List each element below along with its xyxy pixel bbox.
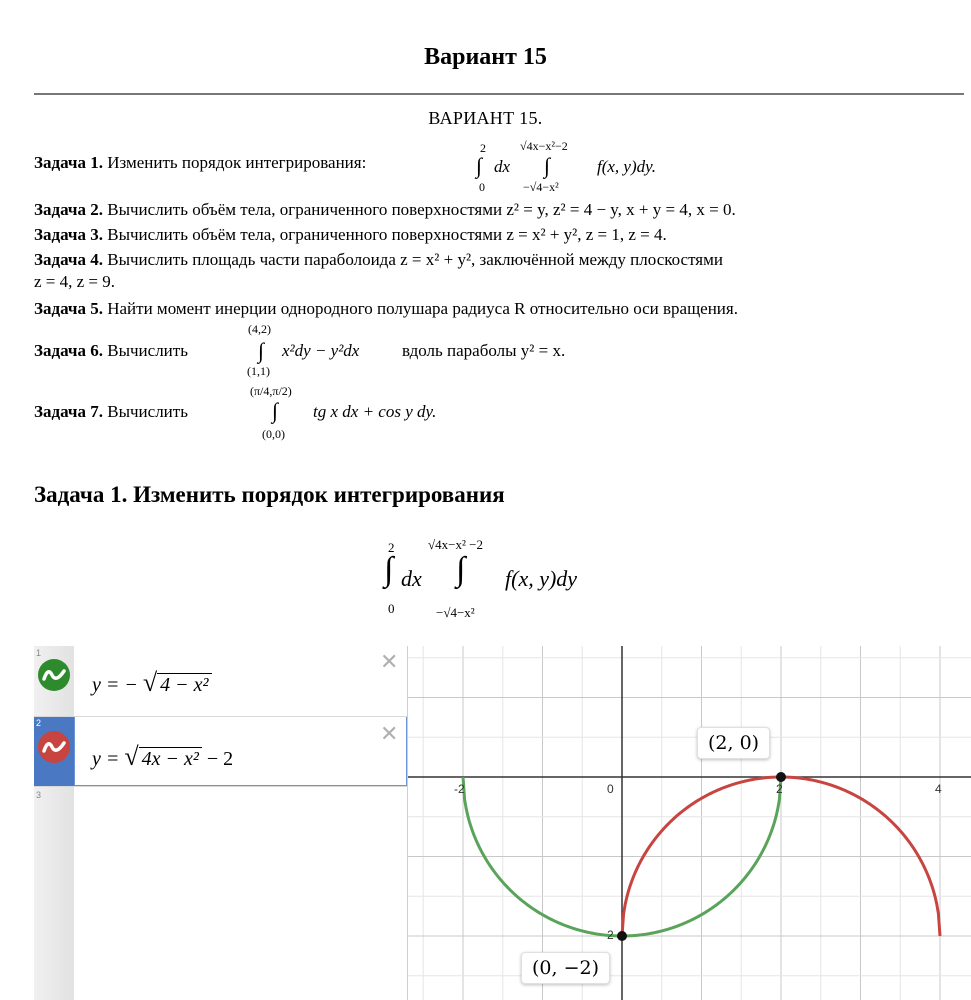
task-1 (34, 153, 366, 173)
task-label: Задача 6. (34, 341, 103, 360)
inner-lower-limit: −√4−x² (523, 180, 559, 194)
intersection-point[interactable] (617, 931, 627, 941)
outer-differential: dx (401, 566, 422, 591)
task-text: Вычислить объём тела, ограниченного поверхностями z² = y, z² = 4 − y, x + y = 4, x = 0. (107, 200, 736, 219)
integral-sign: ∫ (544, 153, 551, 178)
line-integrand: tg x dx + cos y dy. (313, 402, 437, 421)
task-6 (34, 341, 188, 361)
x-tick-label: 4 (935, 782, 942, 796)
outer-lower-limit: 0 (388, 601, 395, 616)
sqrt-sign: √ (124, 742, 139, 771)
close-icon[interactable]: ✕ (380, 722, 399, 747)
x-tick-label: 0 (607, 782, 614, 796)
expression-lhs: y = (92, 748, 120, 770)
row-separator (34, 716, 408, 717)
task-label: Задача 7. (34, 402, 103, 421)
task-label: Задача 1. (34, 153, 103, 172)
expression-number: 1 (36, 648, 42, 658)
integrand: f(x, y)dy. (597, 157, 656, 176)
task-label: Задача 3. (34, 225, 103, 244)
grid (408, 646, 971, 1000)
expression-2[interactable] (92, 742, 233, 772)
x-tick-label: 2 (776, 782, 783, 796)
inner-upper-limit: √4x−x²−2 (520, 139, 568, 153)
task-4-continuation: z = 4, z = 9. (34, 272, 116, 291)
variant-heading: ВАРИАНТ 15. (428, 108, 543, 128)
task-text: Изменить порядок интегрирования: (107, 153, 367, 172)
outer-differential: dx (494, 157, 511, 176)
task-7 (34, 402, 188, 422)
row-separator (34, 786, 408, 787)
divider (34, 93, 964, 95)
inner-upper-limit: √4x−x² −2 (428, 537, 483, 552)
task-text: Найти момент инерции однородного полушара радиуса R относительно оси вращения. (107, 299, 738, 318)
integral-sign: ∫ (384, 551, 394, 588)
task-2 (34, 200, 736, 220)
task-5 (34, 299, 738, 319)
graph-canvas[interactable] (408, 646, 971, 1000)
point-label: (0, −2) (521, 952, 610, 984)
line-integrand: x²dy − y²dx (282, 341, 360, 360)
task-label: Задача 4. (34, 250, 103, 269)
line-integral-upper: (π/4,π/2) (250, 384, 292, 398)
intersection-point[interactable] (776, 772, 786, 782)
task-6-tail: вдоль параболы y² = x. (402, 341, 566, 360)
task-text: Вычислить площадь части параболоида z = x² + y², заключённой между плоскостями (107, 250, 723, 269)
expression-rhs: − 2 (206, 748, 234, 770)
document-title: Вариант 15 (424, 44, 547, 70)
inner-lower-limit: −√4−x² (436, 605, 475, 620)
expression-lhs: y = − (92, 674, 138, 696)
task-3 (34, 225, 667, 245)
section-heading: Задача 1. Изменить порядок интегрирования (34, 482, 505, 507)
outer-upper-limit: 2 (480, 141, 486, 155)
expression-number: 3 (36, 790, 42, 800)
expression-index-strip (34, 646, 74, 1000)
x-tick-label: -2 (454, 782, 465, 796)
wave-icon[interactable] (37, 730, 71, 764)
integral-sign: ∫ (258, 338, 265, 363)
integral-sign: ∫ (476, 153, 483, 178)
radicand: 4 − x² (157, 673, 211, 696)
integrand: f(x, y)dy (505, 566, 578, 591)
task-label: Задача 2. (34, 200, 103, 219)
expression-number: 2 (36, 718, 42, 728)
close-icon[interactable]: ✕ (380, 650, 399, 675)
task-text: Вычислить (107, 341, 188, 360)
task-label: Задача 5. (34, 299, 103, 318)
outer-upper-limit: 2 (388, 540, 395, 555)
expression-1[interactable] (92, 668, 212, 698)
integral-sign: ∫ (456, 551, 466, 588)
task-text: Вычислить объём тела, ограниченного поверхностями z = x² + y², z = 1, z = 4. (107, 225, 667, 244)
task-4 (34, 250, 723, 270)
line-integral-lower: (0,0) (262, 427, 285, 441)
y-tick-label: 2 (607, 928, 614, 942)
integral-sign: ∫ (272, 398, 279, 423)
wave-icon[interactable] (37, 658, 71, 692)
task-text: Вычислить (107, 402, 188, 421)
outer-lower-limit: 0 (479, 180, 485, 194)
sqrt-sign: √ (142, 668, 158, 697)
point-label: (2, 0) (697, 727, 770, 759)
line-integral-upper: (4,2) (248, 322, 271, 336)
radicand: 4x − x² (139, 747, 202, 770)
line-integral-lower: (1,1) (247, 364, 270, 378)
